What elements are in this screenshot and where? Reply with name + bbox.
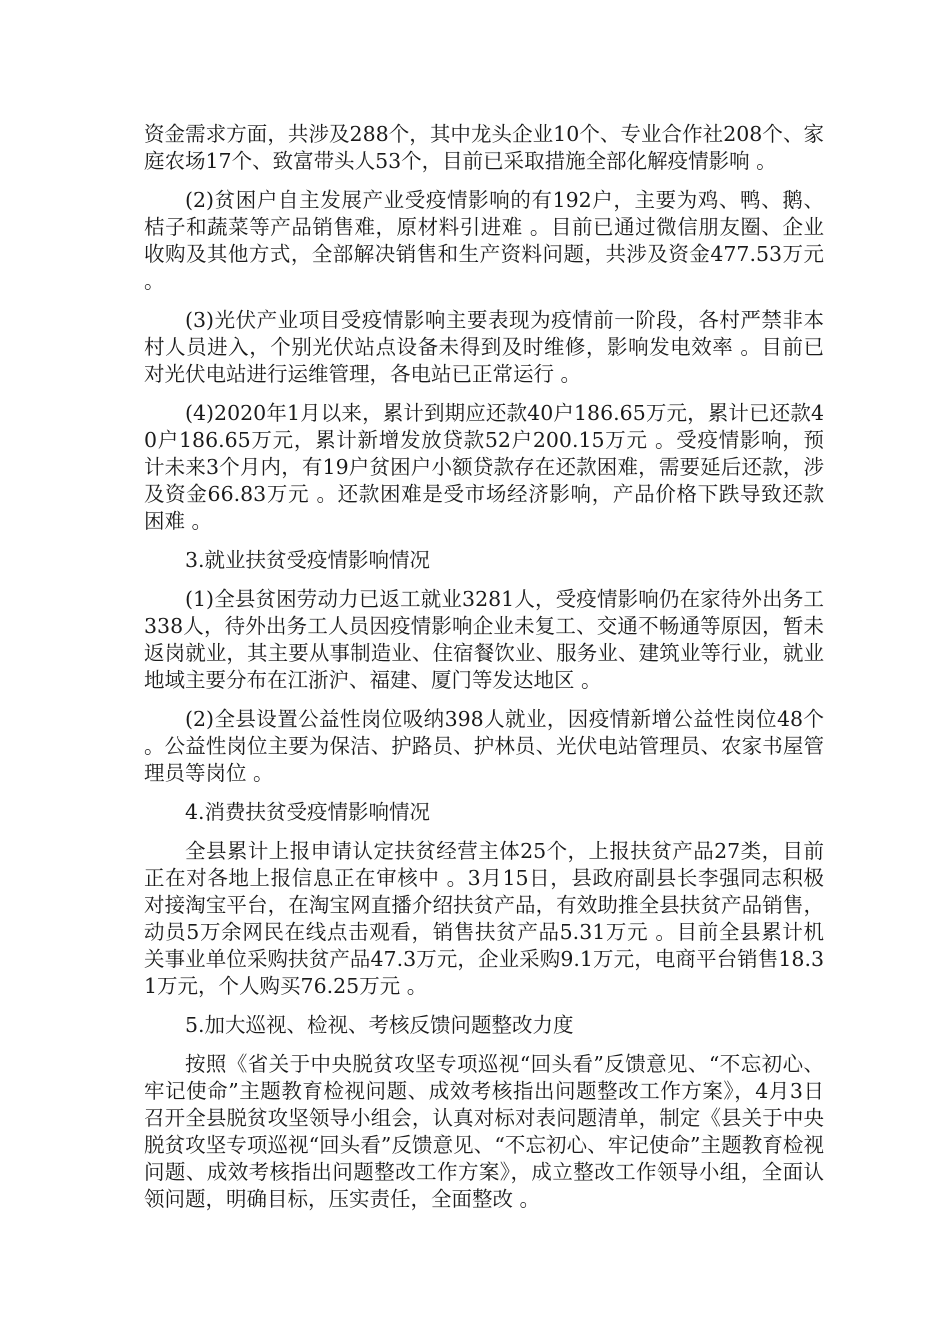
paragraph-poor-household-industry: (2)贫困户自主发展产业受疫情影响的有192户，主要为鸡、鸭、鹅、桔子和蔬菜等产品销售难，原材料引进难 。目前已通过微信朋友圈、企业收购及其他方式，全部解决销售和生产资料问题，共涉及资金477.53万元 。 [144, 188, 824, 293]
section-heading-consumption: 4.消费扶贫受疫情影响情况 [185, 800, 431, 824]
paragraph-public-welfare-posts: (2)全县设置公益性岗位吸纳398人就业，因疫情新增公益性岗位48个 。公益性岗位主要为保洁、护路员、护林员、光伏电站管理员、农家书屋管理员等岗位 。 [144, 707, 824, 785]
section-heading-rectification: 5.加大巡视、检视、考核反馈问题整改力度 [185, 1013, 574, 1037]
paragraph-rectification-plan: 按照《省关于中央脱贫攻坚专项巡视“回头看”反馈意见、“不忘初心、牢记使命”主题教育检视问题、成效考核指出问题整改工作方案》，4月3日召开全县脱贫攻坚领导小组会，认真对标对表问题清单，制定《县关于中央脱贫攻坚专项巡视“回头看”反馈意见、“不忘初心、牢记使命”主题教育检视问题、成效考核指出问题整改工作方案》，成立整改工作领导小组，全面认领问题，明确目标，压实责任，全面整改 。 [144, 1052, 824, 1211]
section-heading-employment: 3.就业扶贫受疫情影响情况 [185, 548, 431, 572]
document-body [144, 121, 824, 1225]
paragraph-photovoltaic: (3)光伏产业项目受疫情影响主要表现为疫情前一阶段，各村严禁非本村人员进入，个别光伏站点设备未得到及时维修，影响发电效率 。目前已对光伏电站进行运维管理，各电站已正常运行 。 [144, 308, 824, 386]
paragraph-loans: (4)2020年1月以来，累计到期应还款40户186.65万元，累计已还款40户186.65万元，累计新增发放贷款52户200.15万元 。受疫情影响，预计未来3个月内，有19户贫困户小额贷款存在还款困难，需要延后还款，涉及资金66.83万元 。还款困难是受市场经济影响，产品价格下跌导致还款困难 。 [144, 401, 824, 533]
paragraph-consumption-sales: 全县累计上报申请认定扶贫经营主体25个，上报扶贫产品27类，目前正在对各地上报信息正在审核中 。3月15日，县政府副县长李强同志积极对接淘宝平台，在淘宝网直播介绍扶贫产品，有效助推全县扶贫产品销售，动员5万余网民在线点击观看，销售扶贫产品5.31万元 。目前全县累计机关事业单位采购扶贫产品47.3万元，企业采购9.1万元，电商平台销售18.31万元，个人购买76.25万元 。 [144, 839, 824, 998]
paragraph-labor-return: (1)全县贫困劳动力已返工就业3281人，受疫情影响仍在家待外出务工338人，待外出务工人员因疫情影响企业未复工、交通不畅通等原因，暂未返岗就业，其主要从事制造业、住宿餐饮业、服务业、建筑业等行业，就业地域主要分布在江浙沪、福建、厦门等发达地区 。 [144, 587, 824, 692]
paragraph-funding-demand: 资金需求方面，共涉及288个，其中龙头企业10个、专业合作社208个、家庭农场17个、致富带头人53个，目前已采取措施全部化解疫情影响 。 [144, 122, 824, 173]
